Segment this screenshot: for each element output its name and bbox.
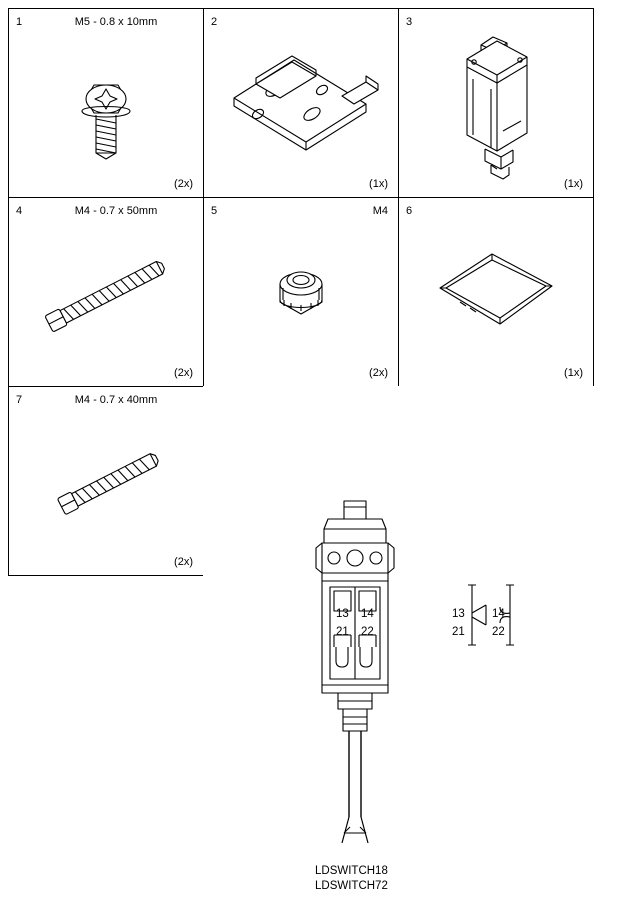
part-cell-2 bbox=[203, 8, 399, 198]
contact-label-22: 22 bbox=[361, 626, 374, 638]
switch-detail-figure bbox=[300, 495, 570, 885]
part-index: 3 bbox=[406, 16, 413, 28]
part-quantity: (1x) bbox=[564, 367, 583, 379]
part-cell-3 bbox=[398, 8, 594, 198]
part-cell-6 bbox=[398, 197, 594, 387]
medium-screw-icon bbox=[9, 409, 203, 559]
hex-flange-bolt-icon bbox=[9, 31, 203, 181]
parts-grid bbox=[8, 8, 599, 575]
part-index: 7 bbox=[16, 394, 23, 406]
schematic-label-14: 14 bbox=[492, 608, 505, 620]
part-index: 5 bbox=[211, 205, 218, 217]
long-screw-icon bbox=[9, 220, 203, 370]
part-cell-1 bbox=[8, 8, 204, 198]
schematic-label-21: 21 bbox=[452, 626, 465, 638]
part-quantity: (2x) bbox=[174, 367, 193, 379]
contact-label-21: 21 bbox=[336, 626, 349, 638]
figure-caption-line-1: LDSWITCH18 bbox=[315, 865, 388, 877]
part-quantity: (2x) bbox=[174, 556, 193, 568]
part-quantity: (1x) bbox=[369, 178, 388, 190]
part-cell-5 bbox=[203, 197, 399, 387]
part-spec: M4 - 0.7 x 40mm bbox=[74, 394, 158, 406]
limit-switch-body-icon bbox=[399, 31, 593, 181]
part-quantity: (1x) bbox=[564, 178, 583, 190]
part-quantity: (2x) bbox=[174, 178, 193, 190]
schematic-label-13: 13 bbox=[452, 608, 465, 620]
part-index: 6 bbox=[406, 205, 413, 217]
lock-nut-icon bbox=[204, 220, 398, 370]
part-spec: M5 - 0.8 x 10mm bbox=[74, 16, 158, 28]
part-index: 2 bbox=[211, 16, 218, 28]
parts-row bbox=[8, 8, 599, 197]
part-index: 1 bbox=[16, 16, 23, 28]
parts-row bbox=[8, 197, 599, 386]
schematic-label-22: 22 bbox=[492, 626, 505, 638]
contact-label-14: 14 bbox=[361, 608, 374, 620]
part-spec: M4 bbox=[372, 205, 388, 217]
part-cell-7 bbox=[8, 386, 204, 576]
part-spec: M4 - 0.7 x 50mm bbox=[74, 205, 158, 217]
mounting-bracket-icon bbox=[204, 31, 398, 181]
part-cell-4 bbox=[8, 197, 204, 387]
wire-frame-gasket-icon bbox=[399, 220, 593, 370]
part-index: 4 bbox=[16, 205, 23, 217]
contact-label-13: 13 bbox=[336, 608, 349, 620]
part-quantity: (2x) bbox=[369, 367, 388, 379]
figure-caption-line-2: LDSWITCH72 bbox=[315, 880, 388, 892]
